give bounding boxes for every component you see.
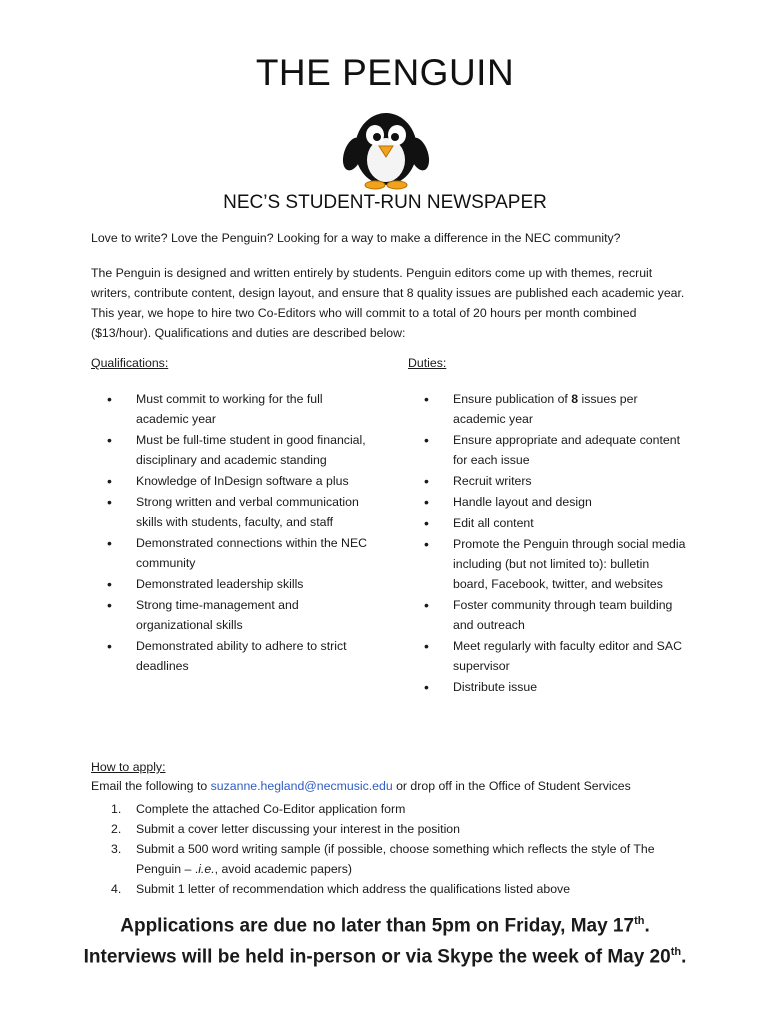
list-item: • Knowledge of InDesign software a plus xyxy=(107,471,369,491)
application-deadline xyxy=(0,915,770,937)
how-to-apply-heading: How to apply: xyxy=(91,760,166,774)
list-item: • Demonstrated ability to adhere to strict deadlines xyxy=(107,636,369,676)
page-subtitle: NEC’S STUDENT-RUN NEWSPAPER xyxy=(223,192,547,213)
deadline-end: . xyxy=(644,915,650,937)
list-item xyxy=(111,819,671,839)
list-item: • Foster community through team building and outreach xyxy=(424,595,686,635)
qualifications-list xyxy=(107,389,369,677)
email-instructions xyxy=(91,779,711,793)
step-text: Submit a 500 word writing sample (if possible, choose something which reflects the style of The Penguin – . xyxy=(136,842,655,876)
intro-paragraph: The Penguin is designed and written entirely by students. Penguin editors come up with themes, recruit writers, contribute content, design layout, and ensure that 8 quality issues are published each academic year. This year, we hope to hire two Co-Editors who will commit to a total of 20 hours per month combined ($13/hour). Qualifications and duties are described below: xyxy=(91,266,685,340)
qualifications-heading-text: Qualifications xyxy=(91,356,165,370)
list-item: • Demonstrated leadership skills xyxy=(107,574,369,594)
email-text-post: or drop off in the Office of Student Services xyxy=(392,779,631,793)
interview-sup: th xyxy=(670,946,682,958)
list-item: • Edit all content xyxy=(424,513,686,533)
step-text-italic: i.e. xyxy=(198,862,215,876)
list-item: • Must be full-time student in good financial, disciplinary and academic standing xyxy=(107,430,369,470)
application-steps xyxy=(111,799,671,899)
list-item xyxy=(111,799,671,819)
list-item: • Handle layout and design xyxy=(424,492,686,512)
duty-text-pre: Ensure publication of xyxy=(453,392,572,406)
issue-count: 8 xyxy=(571,392,579,406)
step-text: Complete the attached Co-Editor application form xyxy=(136,802,406,816)
step-number: 2. xyxy=(111,822,122,836)
step-number: 1. xyxy=(111,802,122,816)
list-item: • Strong written and verbal communication skills with students, faculty, and staff xyxy=(107,492,369,532)
duty-text-post: issues per academic year xyxy=(453,392,638,426)
penguin-icon xyxy=(341,104,431,190)
list-item xyxy=(111,879,671,899)
list-item: • Distribute issue xyxy=(424,677,686,697)
step-text-post: , avoid academic papers) xyxy=(214,862,353,876)
qualifications-heading: Qualifications: xyxy=(91,356,169,370)
step-text: Submit a cover letter discussing your interest in the position xyxy=(136,822,460,836)
list-item: • Recruit writers xyxy=(424,471,686,491)
email-link[interactable]: suzanne.hegland@necmusic.edu xyxy=(210,779,393,793)
list-item: • Demonstrated connections within the NEC community xyxy=(107,533,369,573)
step-number: 4. xyxy=(111,882,122,896)
list-item: • Meet regularly with faculty editor and SAC supervisor xyxy=(424,636,686,676)
list-item xyxy=(111,839,671,879)
interview-end: . xyxy=(681,946,687,968)
interview-text: Interviews will be held in-person or via Skype the week of May 20 xyxy=(83,946,671,968)
email-text-pre: Email the following to xyxy=(91,779,211,793)
list-item: • Must commit to working for the full academic year xyxy=(107,389,369,429)
page-title: THE PENGUIN xyxy=(255,52,515,93)
deadline-sup: th xyxy=(634,915,645,927)
intro-question: Love to write? Love the Penguin? Looking for a way to make a difference in the NEC community? xyxy=(91,231,621,245)
list-item xyxy=(424,389,686,429)
step-number: 3. xyxy=(111,842,122,856)
list-item: • Promote the Penguin through social media including (but not limited to): bulletin board, Facebook, twitter, and websites xyxy=(424,534,686,594)
duties-list xyxy=(424,389,686,698)
list-item: • Strong time-management and organizational skills xyxy=(107,595,369,635)
step-text: Submit 1 letter of recommendation which address the qualifications listed above xyxy=(136,882,571,896)
deadline-text: Applications are due no later than 5pm on Friday, May 17 xyxy=(120,915,635,937)
interview-schedule xyxy=(0,946,770,968)
list-item: • Ensure appropriate and adequate content for each issue xyxy=(424,430,686,470)
duties-heading: Duties: xyxy=(408,356,447,370)
